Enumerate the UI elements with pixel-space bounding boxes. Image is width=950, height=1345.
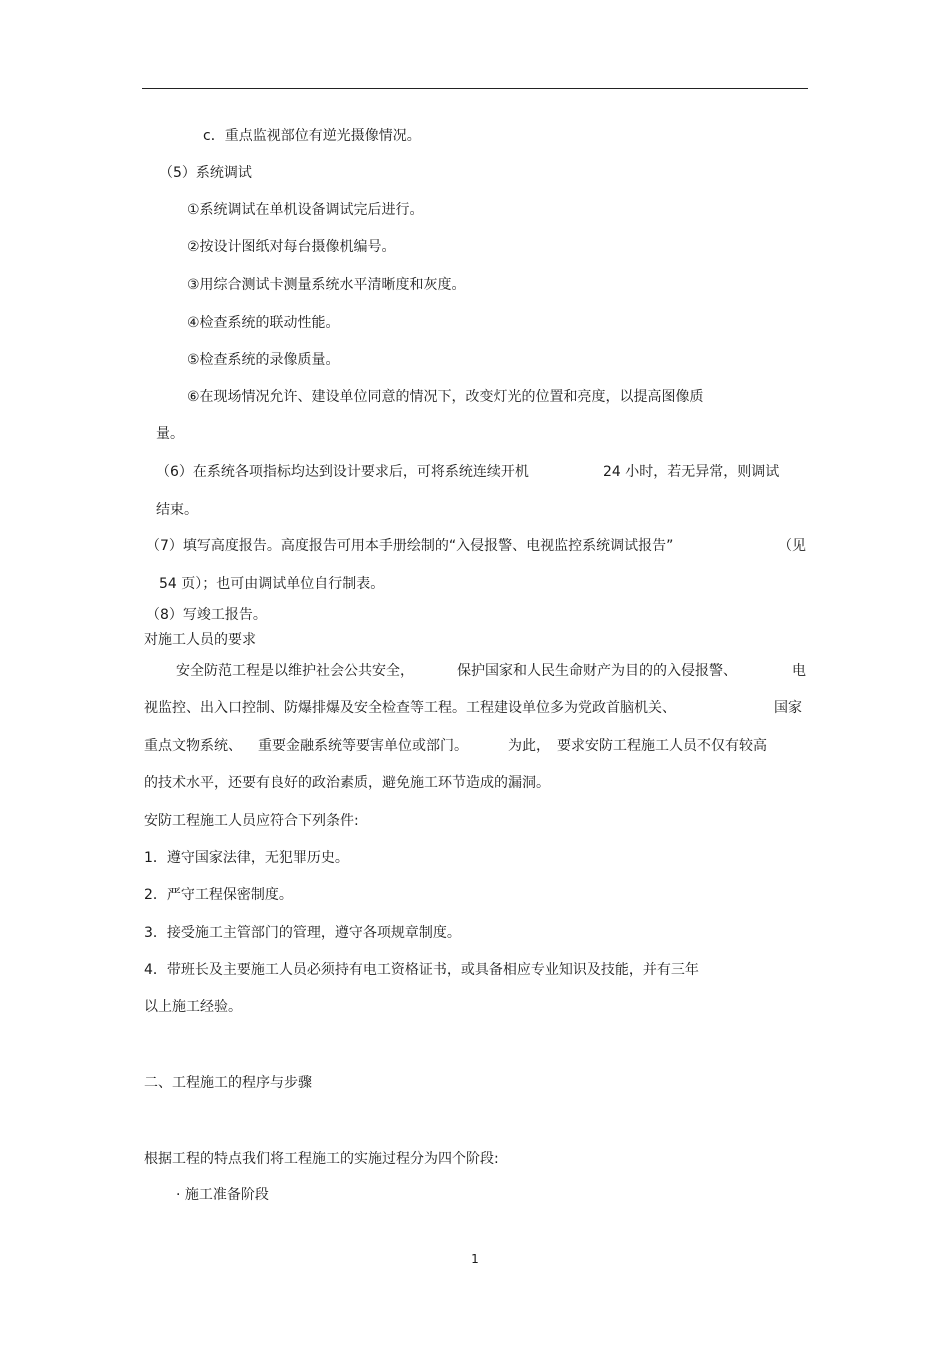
para-line3-part1: 重点文物系统、 [144, 738, 242, 754]
para-line3-part4: 要求安防工程施工人员不仅有较高 [557, 738, 767, 754]
heading-6-part2: 24 小时，若无异常，则调试 [603, 464, 780, 480]
heading-7-part1: （7）填写高度报告。高度报告可用本手册绘制的“入侵报警、电视监控系统调试报告” [146, 538, 674, 554]
stages-intro: 根据工程的特点我们将工程施工的实施过程分为四个阶段: [144, 1151, 499, 1167]
step-6-line2: 量。 [156, 426, 184, 442]
condition-4-line2: 以上施工经验。 [144, 999, 242, 1015]
heading-6-line2: 结束。 [156, 502, 198, 518]
heading-7-part2: （见 [778, 538, 806, 554]
para-line4: 的技术水平，还要有良好的政治素质，避免施工环节造成的漏洞。 [144, 775, 550, 791]
step-4: ④检查系统的联动性能。 [187, 315, 340, 331]
item-c: c．重点监视部位有逆光摄像情况。 [203, 128, 421, 144]
para-line1-part2: 保护国家和人民生命财产为目的的入侵报警、 [457, 663, 737, 679]
bullet-item: · 施工准备阶段 [176, 1187, 269, 1203]
step-2: ②按设计图纸对每台摄像机编号。 [187, 239, 396, 255]
condition-4-line1: 4．带班长及主要施工人员必须持有电工资格证书，或具备相应专业知识及技能，并有三年 [144, 962, 699, 978]
section-heading-2: 二、工程施工的程序与步骤 [144, 1075, 312, 1091]
para-line1-part3: 电 [792, 663, 806, 679]
para-line2-part1: 视监控、出入口控制、防爆排爆及安全检查等工程。工程建设单位多为党政首脑机关、 [144, 700, 676, 716]
heading-5: （5）系统调试 [159, 165, 252, 181]
heading-8: （8）写竣工报告。 [146, 607, 267, 623]
section-title-requirements: 对施工人员的要求 [144, 632, 256, 648]
heading-6-part1: （6）在系统各项指标均达到设计要求后，可将系统连续开机 [156, 464, 529, 480]
condition-3: 3．接受施工主管部门的管理，遵守各项规章制度。 [144, 925, 461, 941]
condition-2: 2．严守工程保密制度。 [144, 887, 293, 903]
step-1: ①系统调试在单机设备调试完后进行。 [187, 202, 424, 218]
page-number: 1 [471, 1252, 479, 1266]
step-6-line1: ⑥在现场情况允许、建设单位同意的情况下，改变灯光的位置和亮度，以提高图像质 [187, 389, 704, 405]
para-line1-part1: 安全防范工程是以维护社会公共安全， [176, 663, 414, 679]
condition-1: 1．遵守国家法律，无犯罪历史。 [144, 850, 349, 866]
conditions-intro: 安防工程施工人员应符合下列条件: [144, 813, 359, 829]
para-line2-part2: 国家 [774, 700, 802, 716]
step-3: ③用综合测试卡测量系统水平清晰度和灰度。 [187, 277, 466, 293]
heading-7-line2: 54 页）；也可由调试单位自行制表。 [159, 576, 385, 592]
header-rule [142, 88, 808, 89]
para-line3-part2: 重要金融系统等要害单位或部门。 [258, 738, 468, 754]
para-line3-part3: 为此， [508, 738, 550, 754]
step-5: ⑤检查系统的录像质量。 [187, 352, 340, 368]
